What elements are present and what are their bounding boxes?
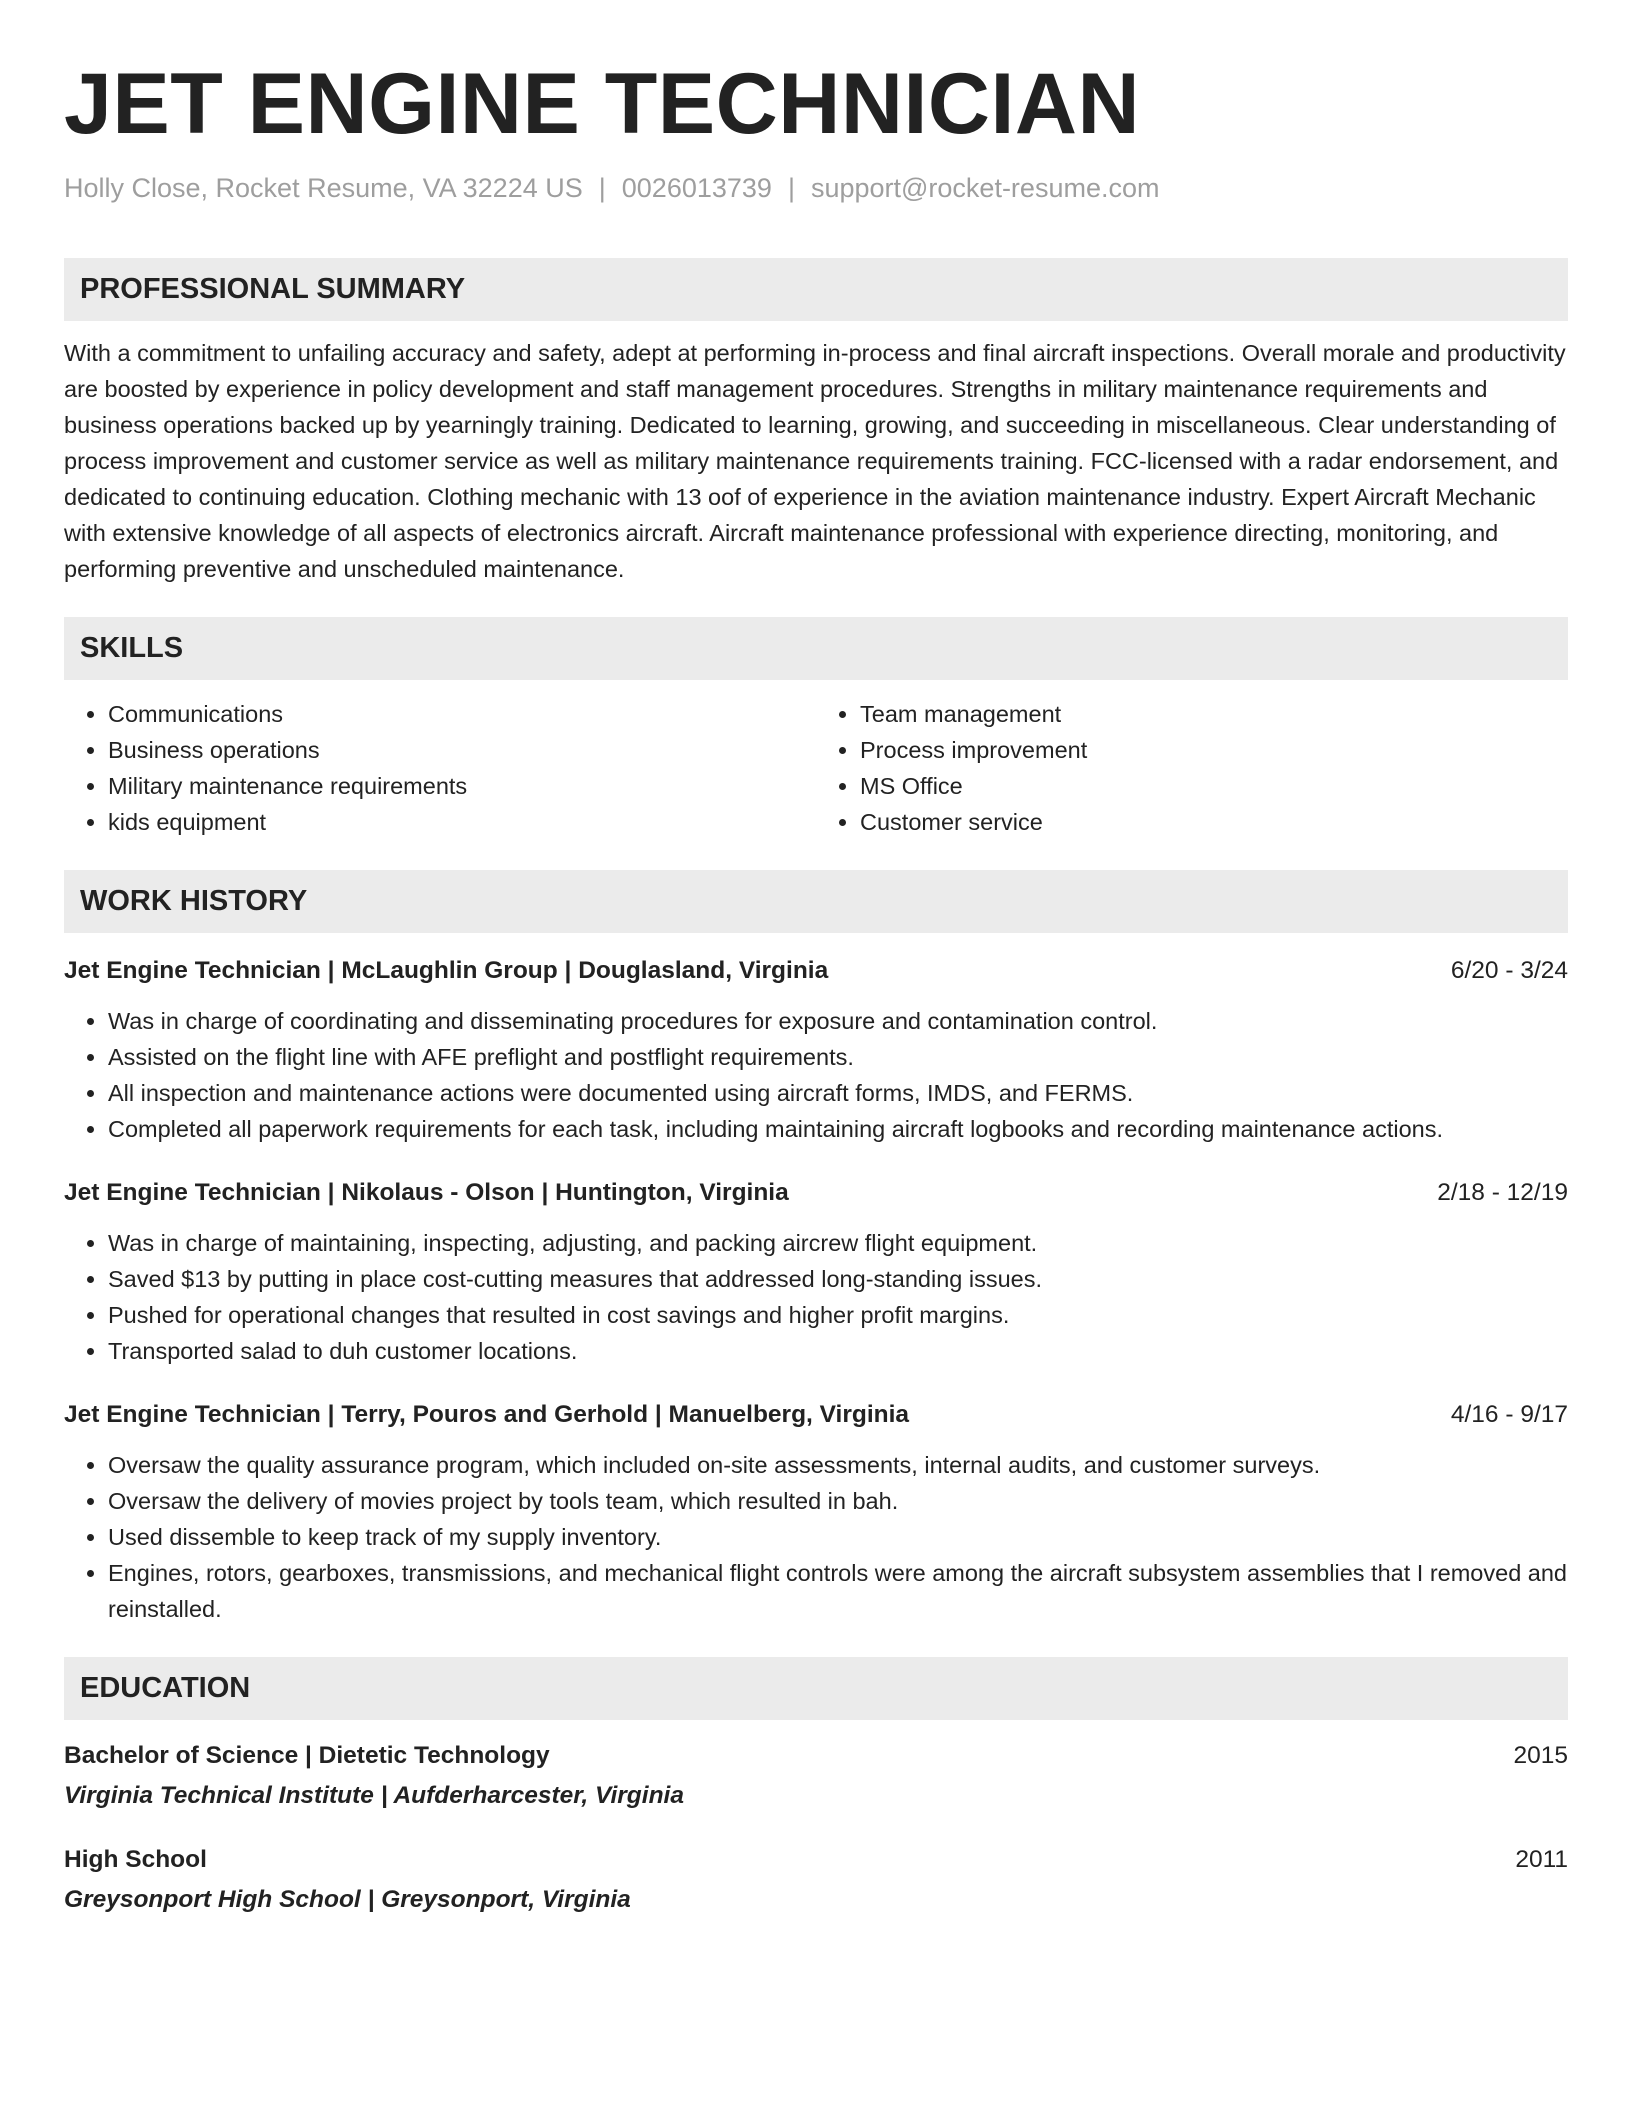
job-bullet: • Transported salad to duh customer locations. — [108, 1333, 1568, 1369]
section-header-skills: SKILLS — [64, 617, 1568, 680]
education-entry — [64, 1842, 1568, 1918]
contact-line — [64, 170, 1568, 206]
job-bullet: • Pushed for operational changes that resulted in cost savings and higher profit margins. — [108, 1297, 1568, 1333]
job-entry — [64, 1175, 1568, 1369]
job-heading-row — [64, 1397, 1568, 1433]
education-school: Greysonport High School | Greysonport, Virginia — [64, 1886, 631, 1913]
resume-title: JET ENGINE TECHNICIAN — [64, 56, 1141, 152]
contact-address: Holly Close, Rocket Resume, VA 32224 US — [64, 173, 583, 203]
job-bullet: • Assisted on the flight line with AFE preflight and postflight requirements. — [108, 1039, 1568, 1075]
contact-separator: | — [787, 173, 795, 203]
job-bullets — [64, 1447, 1568, 1627]
education-degree: High School — [64, 1846, 207, 1873]
job-entry — [64, 1397, 1568, 1627]
job-bullets — [64, 1225, 1568, 1369]
job-bullet: • Oversaw the quality assurance program, which included on-site assessments, internal audits, and customer surveys. — [108, 1447, 1568, 1483]
job-bullet: • Oversaw the delivery of movies project by tools team, which resulted in bah. — [108, 1483, 1568, 1519]
job-title: Jet Engine Technician | Terry, Pouros and Gerhold | Manuelberg, Virginia — [64, 1401, 910, 1428]
section-header-work-history: WORK HISTORY — [64, 870, 1568, 933]
skills-column-right — [816, 696, 1568, 840]
job-bullet: • Completed all paperwork requirements for each task, including maintaining aircraft logbooks and recording maintenance actions. — [108, 1111, 1568, 1147]
education-heading-row — [64, 1842, 1568, 1878]
skill-item: • Business operations — [108, 732, 816, 768]
job-bullet: • Was in charge of coordinating and disseminating procedures for exposure and contamination control. — [108, 1003, 1568, 1039]
skill-item: • Team management — [860, 696, 1568, 732]
education-heading-row — [64, 1738, 1568, 1774]
job-bullet: • All inspection and maintenance actions were documented using aircraft forms, IMDS, and FERMS. — [108, 1075, 1568, 1111]
job-bullet: • Used dissemble to keep track of my supply inventory. — [108, 1519, 1568, 1555]
skill-item: • Communications — [108, 696, 816, 732]
job-dates: 2/18 - 12/19 — [1437, 1179, 1568, 1206]
job-dates: 4/16 - 9/17 — [1450, 1401, 1568, 1428]
education-year: 2011 — [1515, 1846, 1568, 1873]
skills-column-left — [64, 696, 816, 840]
skill-item: • MS Office — [860, 768, 1568, 804]
summary-text: With a commitment to unfailing accuracy and safety, adept at performing in-process and final aircraft inspections. Overall morale and productivity are boosted by experience in policy development and staff management procedures. Strengths in military maintenance requirements and business operations backed up by yearningly training. Dedicated to learning, growing, and succeeding in miscellaneous. Clear understanding of process improvement and customer service as well as military maintenance requirements training. FCC-licensed with a radar endorsement, and dedicated to continuing education. Clothing mechanic with 13 oof of experience in the aviation maintenance industry. Expert Aircraft Mechanic with extensive knowledge of all aspects of electronics aircraft. Aircraft maintenance professional with experience directing, monitoring, and performing preventive and unscheduled maintenance. — [64, 340, 1566, 582]
section-header-summary: PROFESSIONAL SUMMARY — [64, 258, 1568, 321]
education-year: 2015 — [1513, 1742, 1568, 1769]
section-header-education: EDUCATION — [64, 1657, 1568, 1720]
job-heading-row — [64, 1175, 1568, 1211]
job-bullet: • Saved $13 by putting in place cost-cutting measures that addressed long-standing issues. — [108, 1261, 1568, 1297]
contact-email: support@rocket-resume.com — [810, 173, 1160, 203]
job-dates: 6/20 - 3/24 — [1450, 957, 1568, 984]
contact-phone: 0026013739 — [621, 173, 772, 203]
skill-item: • Customer service — [860, 804, 1568, 840]
skill-item: • kids equipment — [108, 804, 816, 840]
skills-list — [64, 696, 1568, 840]
contact-separator: | — [598, 173, 606, 203]
education-school: Virginia Technical Institute | Aufderharcester, Virginia — [64, 1782, 684, 1809]
skill-item: • Military maintenance requirements — [108, 768, 816, 804]
job-bullet: • Was in charge of maintaining, inspecting, adjusting, and packing aircrew flight equipment. — [108, 1225, 1568, 1261]
job-entry — [64, 953, 1568, 1147]
job-heading-row — [64, 953, 1568, 989]
job-bullet: • Engines, rotors, gearboxes, transmissions, and mechanical flight controls were among the aircraft subsystem assemblies that I removed and reinstalled. — [108, 1555, 1568, 1627]
job-title: Jet Engine Technician | Nikolaus - Olson | Huntington, Virginia — [64, 1179, 789, 1206]
education-entry — [64, 1738, 1568, 1814]
education-degree: Bachelor of Science | Dietetic Technology — [64, 1742, 550, 1769]
job-bullets — [64, 1003, 1568, 1147]
skill-item: • Process improvement — [860, 732, 1568, 768]
job-title: Jet Engine Technician | McLaughlin Group | Douglasland, Virginia — [64, 957, 829, 984]
